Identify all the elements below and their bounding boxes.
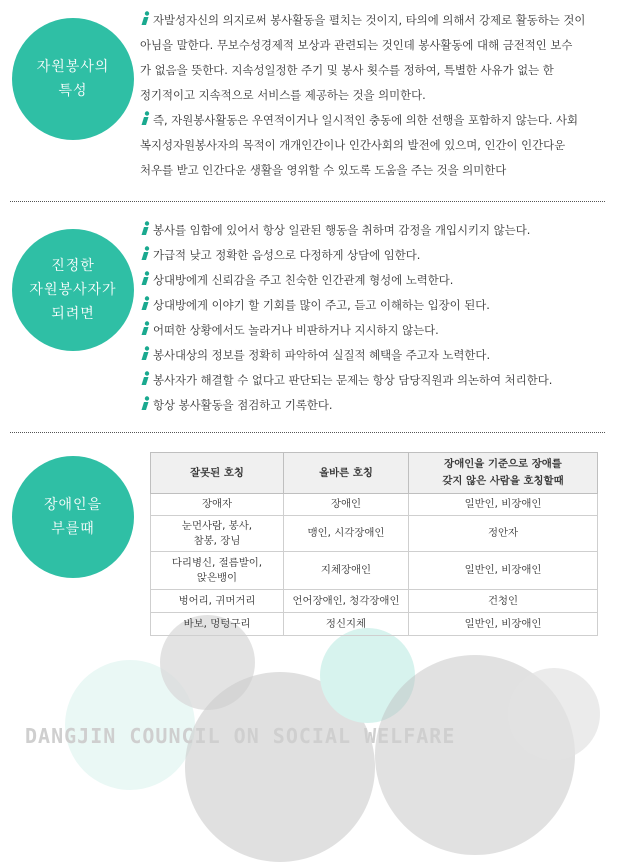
list-item [140, 318, 610, 343]
table-header-row [151, 453, 598, 494]
table-cell: 장애인 [284, 494, 409, 516]
honorific-table [150, 452, 598, 636]
table-cell: 바보, 멍텅구리 [151, 613, 284, 636]
list-item [140, 343, 610, 368]
table-cell: 언어장애인, 청각장애인 [284, 590, 409, 613]
list-item-text: 어떠한 상황에서도 놀라거나 비판하거나 지시하지 않는다. [153, 323, 439, 337]
heading-line: 부를때 [51, 521, 95, 537]
info-i-icon [140, 371, 151, 386]
heading-line: 자원봉사자가 [29, 282, 117, 298]
heading-line: 특성 [58, 83, 88, 99]
list-item [140, 393, 610, 418]
table-row [151, 552, 598, 590]
footer-brand-text: DANGJIN COUNCIL ON SOCIAL WELFARE [25, 724, 456, 748]
column-header-text: 장애인을 기준으로 장애를 갖지 않은 사람을 호칭할때 [442, 458, 564, 487]
table-cell: 일반인, 비장애인 [409, 552, 598, 590]
info-i-icon [140, 321, 151, 336]
list-item [140, 218, 610, 243]
table-cell: 벙어리, 귀머거리 [151, 590, 284, 613]
table-cell: 일반인, 비장애인 [409, 494, 598, 516]
text-line: 자발성자신의 의지로써 봉사활동을 펼치는 것이지, 타의에 의해서 강제로 활동하는 것이 [153, 13, 586, 27]
column-header [409, 453, 598, 494]
section-divider [10, 432, 605, 433]
section-divider [10, 201, 605, 202]
table-cell: 정신지체 [284, 613, 409, 636]
list-item-text: 봉사대상의 정보를 정확히 파악하여 실질적 혜택을 주고자 노력한다. [153, 348, 491, 362]
info-i-icon [140, 271, 151, 286]
list-item-text: 상대방에게 이야기 할 기회를 많이 주고, 듣고 이해하는 입장이 된다. [153, 298, 490, 312]
characteristics-text [140, 8, 600, 183]
text-line: 처우를 받고 인간다운 생활을 영위할 수 있도록 도움을 주는 것을 의미한다 [140, 163, 507, 177]
text-line: 복지성자원봉사자의 목적이 개개인간이나 인간사회의 발전에 있으며, 인간이 인간다운 [140, 138, 566, 152]
table-row [151, 494, 598, 516]
text-line: 가 없음을 뜻한다. 지속성일정한 주기 및 봉사 횟수를 정하여, 특별한 사유가 없는 한 [140, 63, 554, 77]
heading-line: 진정한 [51, 258, 95, 274]
section-heading-true-volunteer [12, 229, 134, 351]
list-item [140, 243, 610, 268]
list-item-text: 가급적 낮고 정확한 음성으로 다정하게 상담에 임한다. [153, 248, 421, 262]
column-header: 올바른 호칭 [284, 453, 409, 494]
info-i-icon [140, 296, 151, 311]
table-cell: 다리병신, 절름발이, 앉은뱅이 [151, 552, 284, 590]
paragraph [140, 8, 600, 108]
info-i-icon [140, 111, 151, 126]
table-cell: 지체장애인 [284, 552, 409, 590]
column-header: 잘못된 호칭 [151, 453, 284, 494]
table-cell: 맹인, 시각장애인 [284, 516, 409, 552]
info-i-icon [140, 346, 151, 361]
info-i-icon [140, 11, 151, 26]
table-cell: 일반인, 비장애인 [409, 613, 598, 636]
table-cell: 장애자 [151, 494, 284, 516]
heading-line: 되려면 [51, 306, 95, 322]
info-i-icon [140, 221, 151, 236]
list-item-text: 봉사자가 해결할 수 없다고 판단되는 문제는 항상 담당직원과 의논하여 처리한다. [153, 373, 553, 387]
list-item [140, 368, 610, 393]
list-item-text: 항상 봉사활동을 점검하고 기록한다. [153, 398, 333, 412]
info-i-icon [140, 396, 151, 411]
info-i-icon [140, 246, 151, 261]
text-line: 아님을 말한다. 무보수성경제적 보상과 관련되는 것인데 봉사활동에 대해 금전적인 보수 [140, 38, 573, 52]
heading-line: 자원봉사의 [36, 59, 110, 75]
table-row [151, 516, 598, 552]
table-row [151, 613, 598, 636]
section-heading-volunteer-characteristics [12, 18, 134, 140]
table-row [151, 590, 598, 613]
text-line: 정기적이고 지속적으로 서비스를 제공하는 것을 의미한다. [140, 88, 426, 102]
section-heading-addressing-disabled [12, 456, 134, 578]
table-cell: 건청인 [409, 590, 598, 613]
heading-line: 장애인을 [43, 497, 103, 513]
list-item [140, 268, 610, 293]
table-cell: 눈먼사람, 봉사, 참봉, 장님 [151, 516, 284, 552]
list-item-text: 봉사를 임함에 있어서 항상 일관된 행동을 취하며 감정을 개입시키지 않는다. [153, 223, 531, 237]
text-line: 즉, 자원봉사활동은 우연적이거나 일시적인 충동에 의한 선행을 포함하지 않는다. 사회 [153, 113, 578, 127]
table-cell: 정안자 [409, 516, 598, 552]
volunteer-guidelines-list [140, 218, 610, 418]
paragraph [140, 108, 600, 183]
list-item-text: 상대방에게 신뢰감을 주고 친숙한 인간관계 형성에 노력한다. [153, 273, 454, 287]
list-item [140, 293, 610, 318]
